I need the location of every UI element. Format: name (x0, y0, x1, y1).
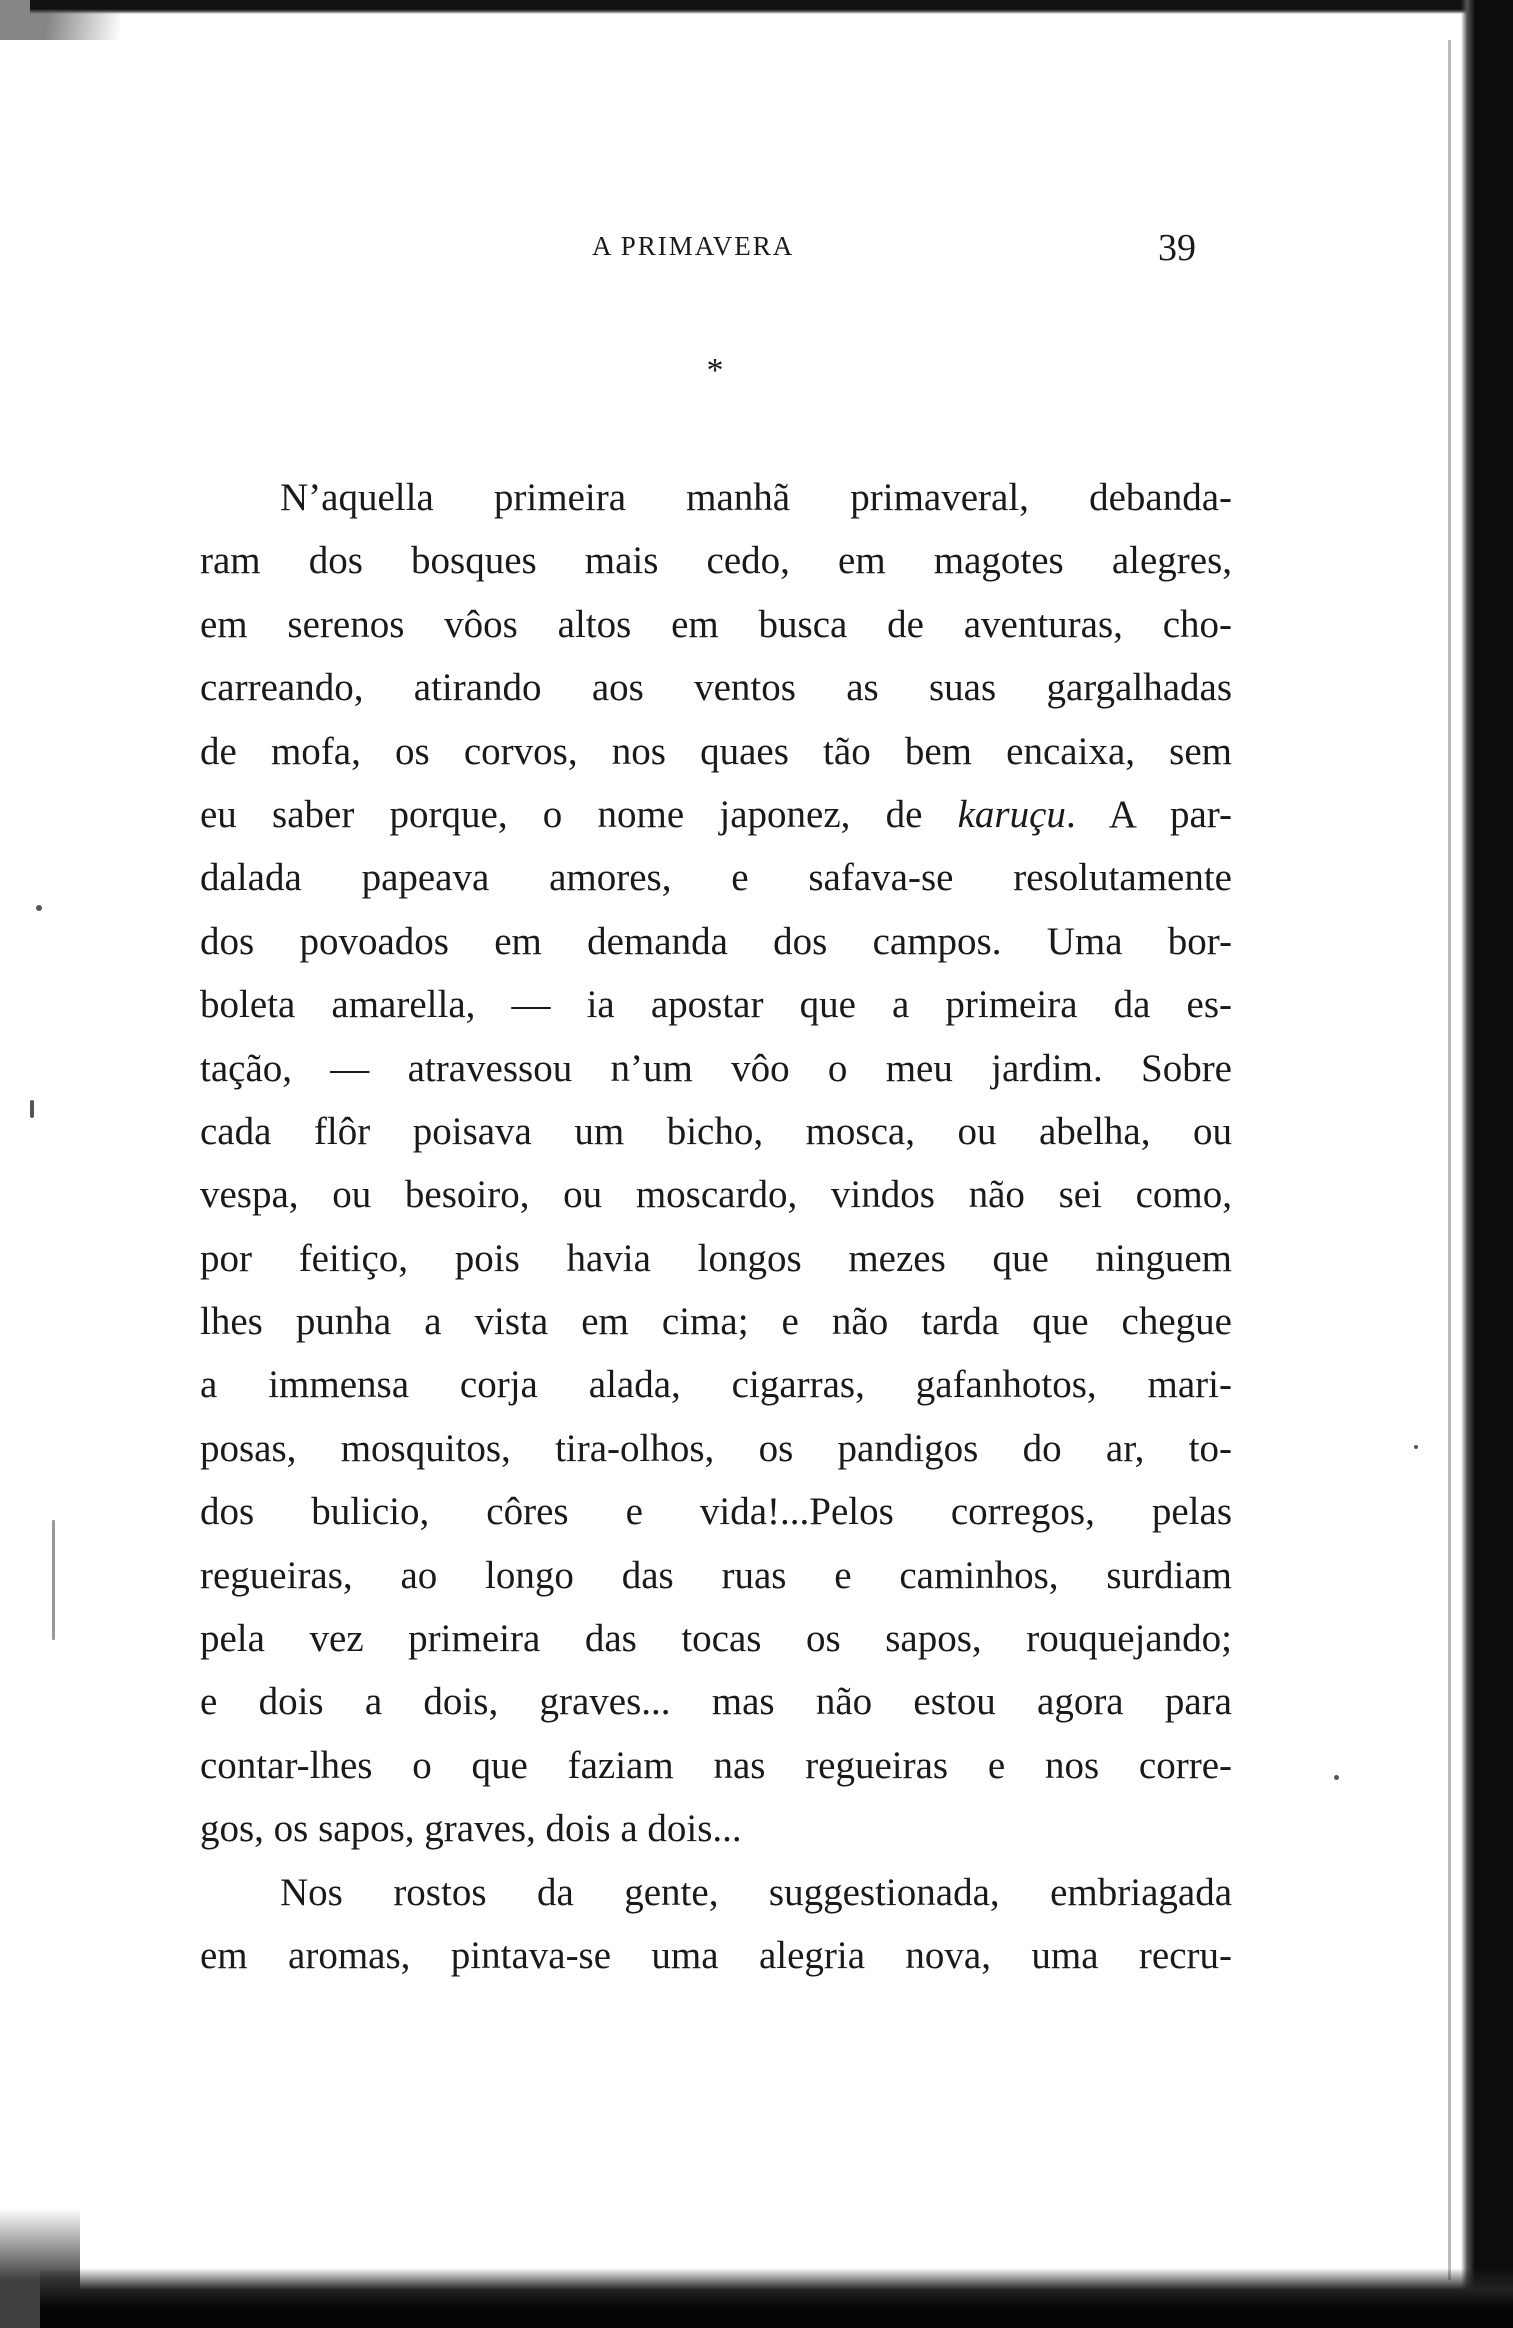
text-line: cada flôr poisava um bicho, mosca, ou abelha, ou (200, 1109, 1232, 1153)
text-line: a immensa corja alada, cigarras, gafanhotos, mari- (200, 1363, 1232, 1407)
text-line: vespa, ou besoiro, ou moscardo, vindos não sei como, (200, 1173, 1232, 1217)
text-line: lhes punha a vista em cima; e não tarda que chegue (200, 1300, 1232, 1344)
body-text (200, 466, 1232, 1987)
text-line: posas, mosquitos, tira-olhos, os pandigos do ar, to- (200, 1426, 1232, 1470)
text-line (200, 783, 1232, 846)
text-line: regueiras, ao longo das ruas e caminhos, surdiam (200, 1553, 1232, 1597)
text-line: Nos rostos da gente, suggestionada, embriagada (280, 1870, 1232, 1914)
text-line: boleta amarella, — ia apostar que a primeira da es- (200, 983, 1232, 1027)
text-line: dos bulicio, côres e vida!...Pelos corregos, pelas (200, 1490, 1232, 1534)
scan-speck (36, 905, 42, 911)
scan-speck (1334, 1775, 1339, 1780)
scan-speck (1414, 1445, 1418, 1449)
text-line: ram dos bosques mais cedo, em magotes alegres, (200, 539, 1232, 583)
italic-word: karuçu (957, 792, 1066, 836)
scan-speck (52, 1520, 55, 1640)
scan-edge-right (1461, 0, 1513, 2328)
section-ornament: * (706, 352, 724, 389)
scan-speck (30, 1100, 34, 1118)
text-line: pela vez primeira das tocas os sapos, rouquejando; (200, 1617, 1232, 1661)
text-line: carreando, atirando aos ventos as suas gargalhadas (200, 666, 1232, 710)
text-line: dos povoados em demanda dos campos. Uma bor- (200, 919, 1232, 963)
text-line: dalada papeava amores, e safava-se resolutamente (200, 856, 1232, 900)
page-number: 39 (1158, 227, 1196, 269)
text-line: por feitiço, pois havia longos mezes que ninguem (200, 1236, 1232, 1280)
text-line: em serenos vôos altos em busca de aventuras, cho- (200, 602, 1232, 646)
text-segment: . A par- (1065, 792, 1232, 836)
text-line: e dois a dois, graves... mas não estou agora para (200, 1680, 1232, 1724)
text-line: tação, — atravessou n’um vôo o meu jardim. Sobre (200, 1046, 1232, 1090)
scan-edge-top (30, 0, 1490, 14)
scan-edge-right-line (1448, 40, 1451, 2280)
text-segment: eu saber porque, o nome japonez, de (200, 792, 958, 836)
text-line: de mofa, os corvos, nos quaes tão bem encaixa, sem (200, 729, 1232, 773)
text-line: em aromas, pintava-se uma alegria nova, uma recru- (200, 1933, 1232, 1977)
text-line: gos, os sapos, graves, dois a dois... (200, 1807, 742, 1851)
running-head: A PRIMAVERA (592, 231, 795, 261)
text-line: N’aquella primeira manhã primaveral, debanda- (280, 476, 1232, 519)
scan-edge-bottom (40, 2268, 1513, 2328)
text-line: contar-lhes o que faziam nas regueiras e nos corre- (200, 1743, 1232, 1787)
